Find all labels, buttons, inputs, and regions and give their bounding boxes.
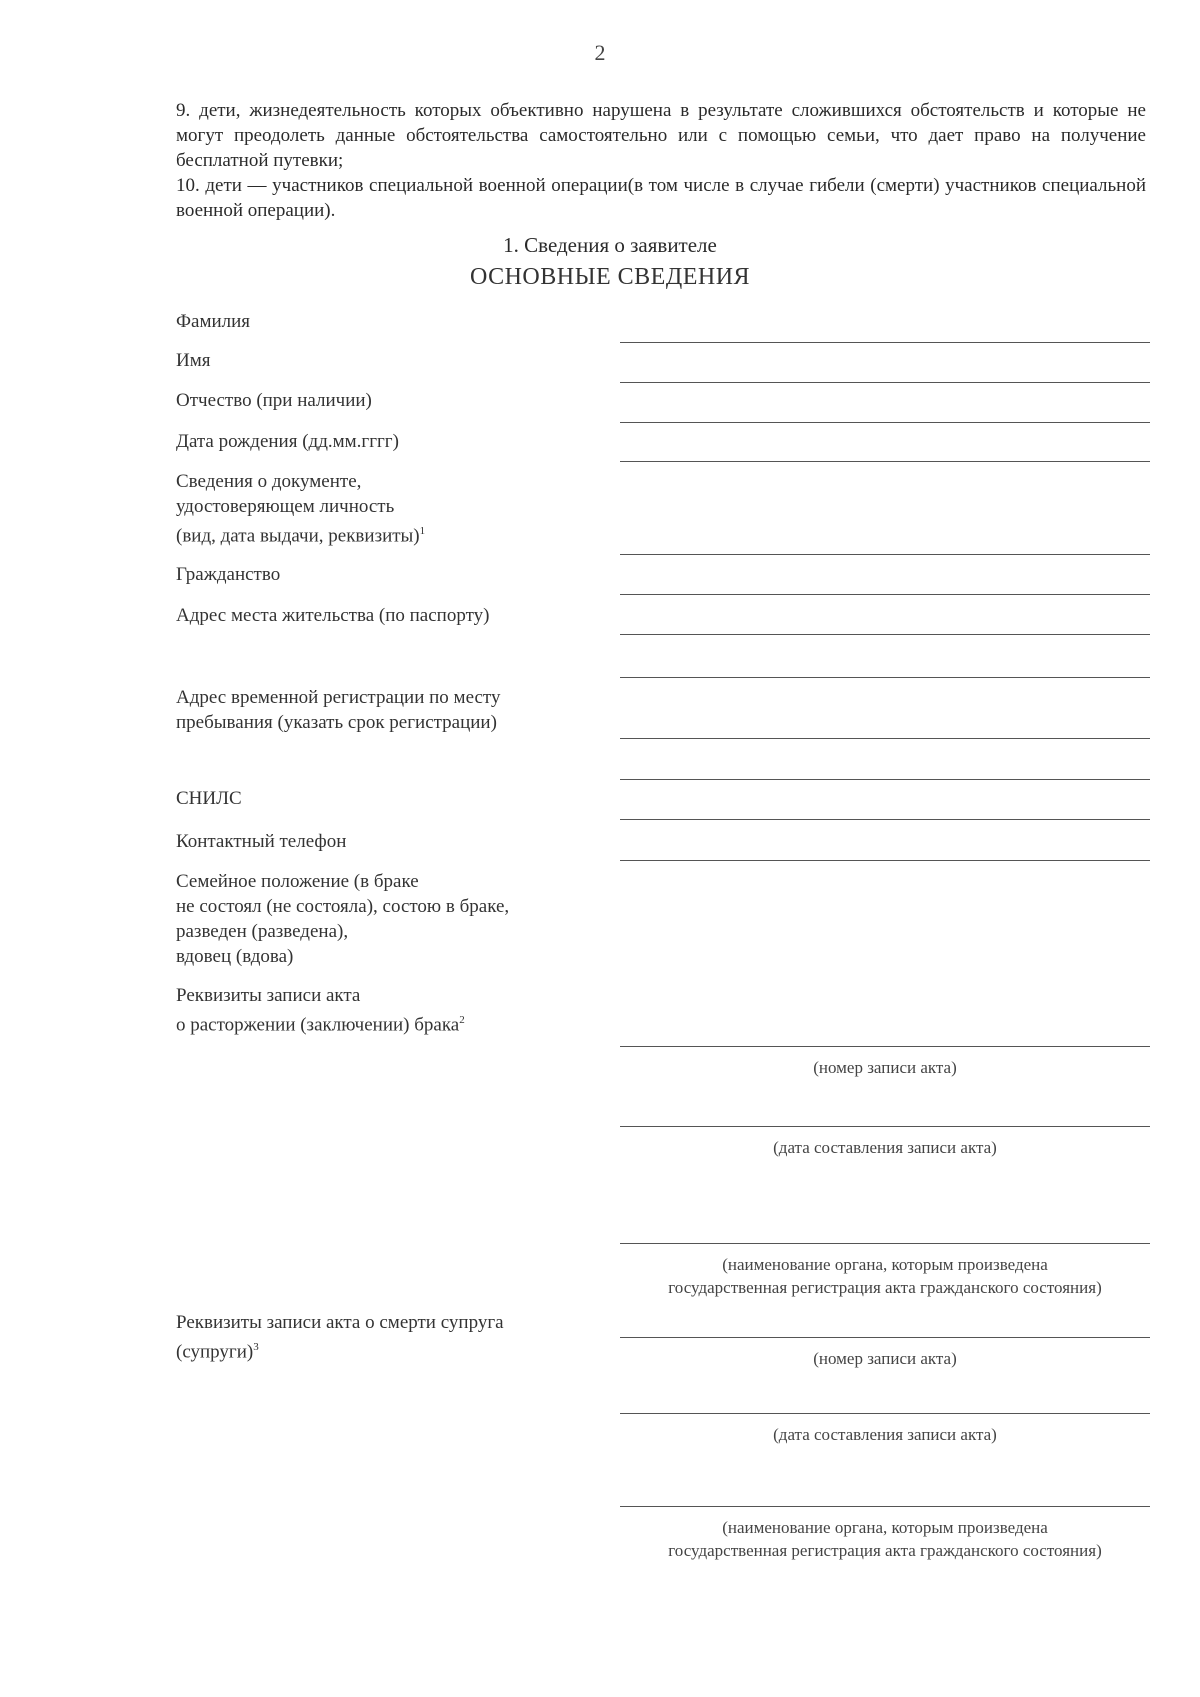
footnote-mark-1: 1	[419, 525, 426, 537]
residence-address-field-line-2	[620, 677, 1150, 678]
marriage-record-date-caption: (дата составления записи акта)	[773, 1138, 997, 1157]
intro-item-10: 10. дети — участников специальной военной операции(в том числе в случае гибели (смерти) участников специальной военной операции).	[176, 175, 1146, 221]
id-document-label-line-3: (вид, дата выдачи, реквизиты)$^1$	[176, 525, 426, 547]
birth-date-label: Дата рождения (дд.мм.гггг)	[176, 431, 399, 452]
birth-date-field-line	[620, 461, 1150, 462]
id-document-field-line	[620, 554, 1150, 555]
intro-text	[176, 98, 1146, 223]
footnote-mark-2: 2	[459, 1014, 465, 1026]
citizenship-field-line	[620, 594, 1150, 595]
death-record-number-line	[620, 1337, 1150, 1338]
phone-field-line	[620, 860, 1150, 861]
name-field-line	[620, 382, 1150, 383]
surname-label: Фамилия	[176, 311, 251, 332]
marital-status-label-line-4: вдовец (вдова)	[176, 946, 294, 967]
death-record-authority-line	[620, 1506, 1150, 1507]
death-record-date-caption: (дата составления записи акта)	[773, 1425, 997, 1444]
marital-status-label	[176, 869, 596, 969]
marriage-record-number-line	[620, 1046, 1150, 1047]
snils-label: СНИЛС	[176, 788, 242, 809]
temp-registration-label-line-2: пребывания (указать срок регистрации)	[176, 712, 497, 733]
residence-address-label: Адрес места жительства (по паспорту)	[176, 605, 490, 626]
citizenship-label: Гражданство	[176, 564, 281, 585]
death-record-label	[176, 1310, 596, 1364]
marriage-record-label	[176, 983, 596, 1037]
residence-address-field-line-1	[620, 634, 1150, 635]
marital-status-label-line-2: не состоял (не состояла), состою в браке,	[176, 896, 510, 917]
temp-registration-field-line-1	[620, 738, 1150, 739]
patronymic-label: Отчество (при наличии)	[176, 390, 372, 411]
death-record-number-caption: (номер записи акта)	[813, 1349, 957, 1368]
page-number: 2	[594, 40, 606, 65]
marriage-record-authority-caption: (наименование органа, которым произведена государственная регистрация акта гражданского состояния)	[668, 1255, 1102, 1297]
marriage-record-date-line	[620, 1126, 1150, 1127]
temp-registration-label-line-1: Адрес временной регистрации по месту	[176, 687, 501, 708]
death-record-authority-caption: (наименование органа, которым произведена государственная регистрация акта гражданского состояния)	[668, 1518, 1102, 1560]
id-document-label-line-2: удостоверяющем личность	[176, 496, 395, 517]
intro-item-9: 9. дети, жизнедеятельность которых объективно нарушена в результате сложившихся обстоятельств и которые не могут преодолеть данные обстоятельства самостоятельно или с помощью семьи, что дает право на получение бесплатной путевки;	[176, 100, 1146, 171]
phone-label: Контактный телефон	[176, 831, 347, 852]
section-title: 1. Сведения о заявителе	[503, 233, 717, 257]
name-label: Имя	[176, 350, 211, 371]
death-record-label-line-1: Реквизиты записи акта о смерти супруга	[176, 1312, 504, 1333]
patronymic-field-line	[620, 422, 1150, 423]
marital-status-label-line-1: Семейное положение (в браке	[176, 871, 419, 892]
section-subtitle: ОСНОВНЫЕ СВЕДЕНИЯ	[469, 264, 751, 290]
temp-registration-label	[176, 685, 596, 735]
snils-field-line	[620, 819, 1150, 820]
death-record-date-line	[620, 1413, 1150, 1414]
marriage-record-authority-line	[620, 1243, 1150, 1244]
footnote-mark-3: 3	[253, 1341, 259, 1353]
temp-registration-field-line-2	[620, 779, 1150, 780]
marital-status-label-line-3: разведен (разведена),	[176, 921, 349, 942]
id-document-label-line-1: Сведения о документе,	[176, 471, 362, 492]
death-record-label-line-2: (супруги)$^3$	[176, 1341, 259, 1363]
marriage-record-label-line-2: о расторжении (заключении) брака$^2$	[176, 1014, 465, 1036]
marriage-record-label-line-1: Реквизиты записи акта	[176, 985, 361, 1006]
id-document-label	[176, 469, 596, 548]
marriage-record-number-caption: (номер записи акта)	[813, 1058, 957, 1077]
surname-field-line	[620, 342, 1150, 343]
